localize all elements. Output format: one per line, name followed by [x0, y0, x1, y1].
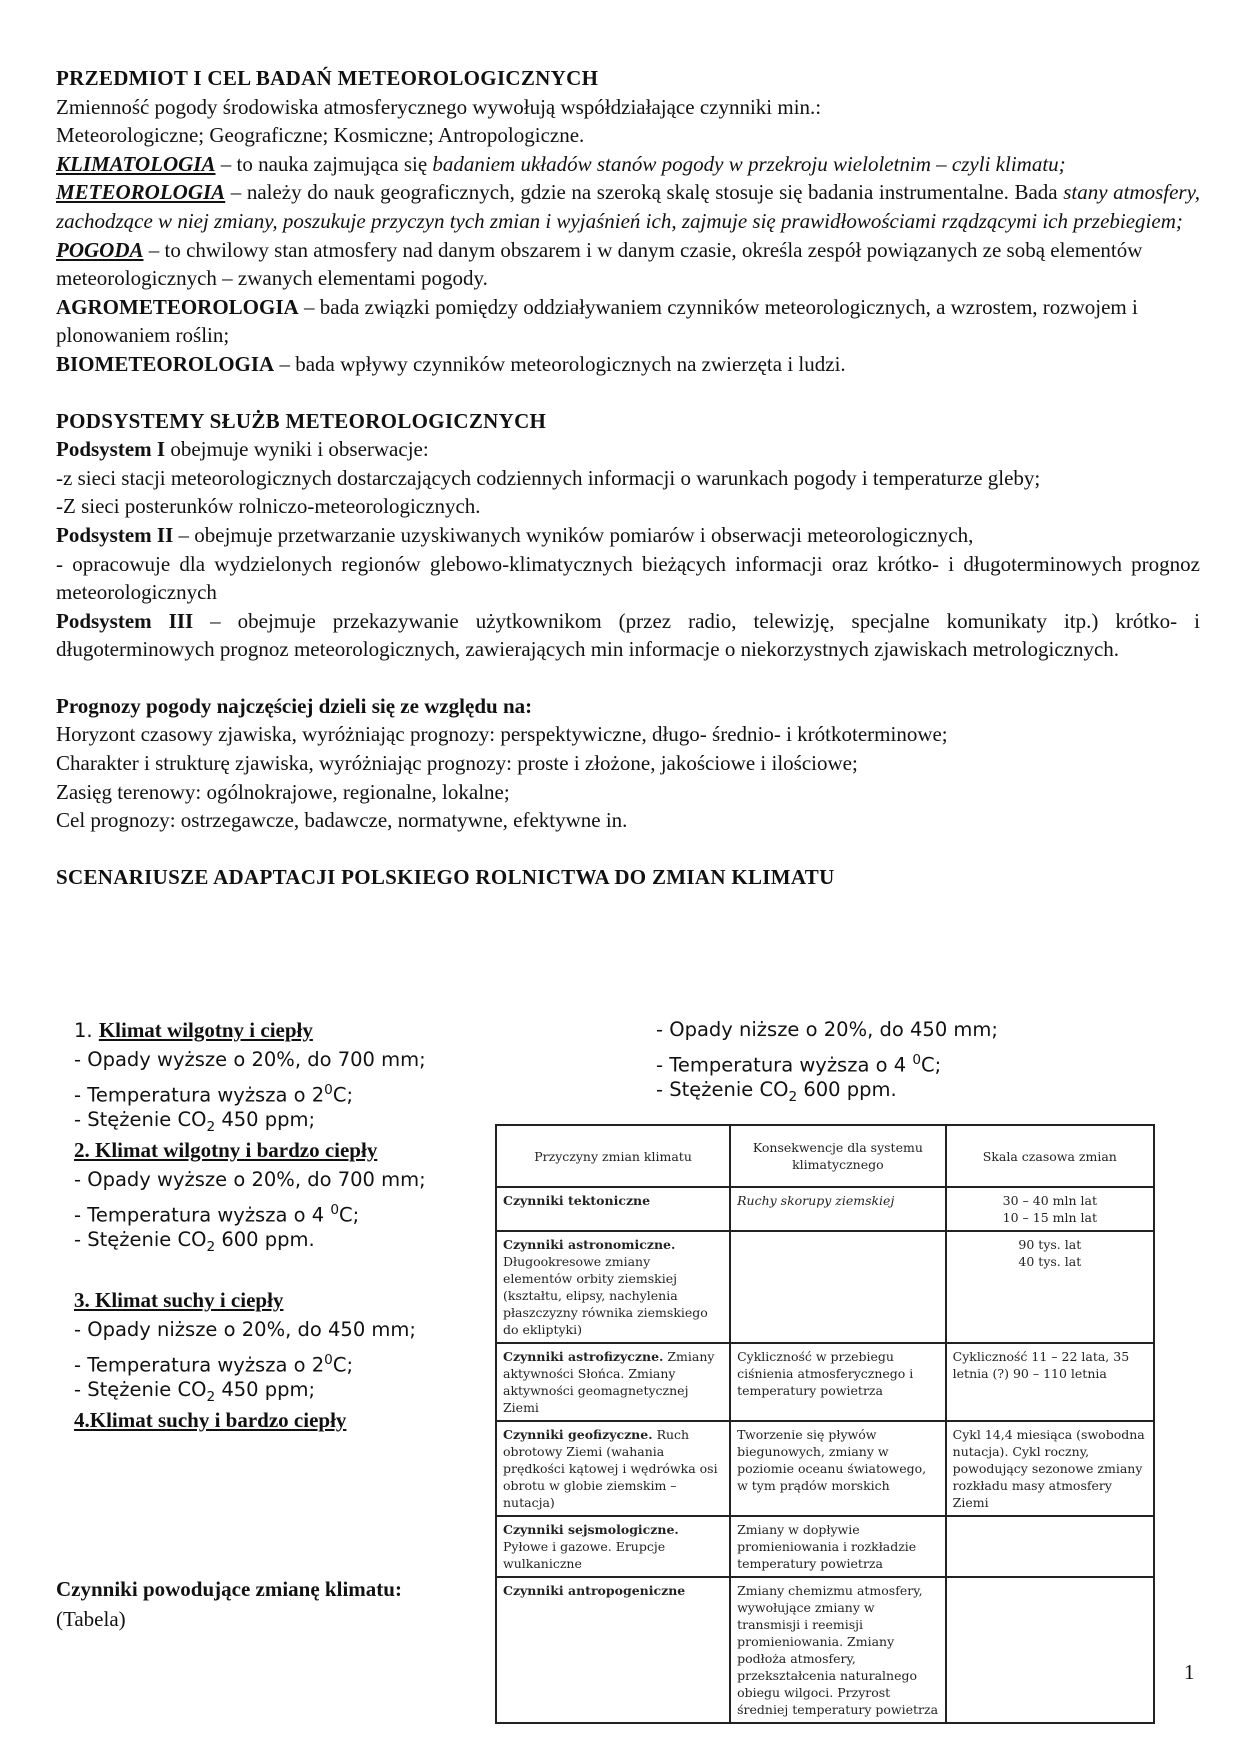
cause-label: Czynniki astrofizyczne. [503, 1349, 664, 1364]
scenario-1-temp [74, 1075, 494, 1105]
table-row [496, 1516, 1154, 1577]
subsystem-3-label: Podsystem III [56, 608, 194, 633]
time-cell: Cykl 14,4 miesiąca (swobodna nutacja). Cykl roczny, powodujący sezonowe zmiany rozkładu masy atmosfery Ziemi [946, 1421, 1154, 1516]
page-number: 1 [1184, 1660, 1195, 1684]
klim-text-a: – to nauka zajmująca się [215, 151, 433, 176]
table-row [496, 1577, 1154, 1723]
co2-subscript: 2 [206, 1388, 216, 1405]
effect-cell: Zmiany w dopływie promieniowania i rozkładzie temperatury powietrza [730, 1516, 946, 1577]
temp-unit: C; [921, 1053, 942, 1077]
subsystem-1-label: Podsystem I [56, 437, 166, 462]
temp-value: 2 [311, 1083, 325, 1107]
cause-label: Czynniki geofizyczne. [503, 1427, 653, 1442]
intro-text: Zmienność pogody środowiska atmosferycznego wywołują współdziałające czynniki min.: [56, 94, 822, 119]
subsystem-2-label: Podsystem II [56, 522, 174, 547]
subsystem-3 [56, 607, 1200, 664]
section-heading-subsystems: PODSYSTEMY SŁUŻB METEOROLOGICZNYCH [56, 408, 547, 433]
cause-cell [496, 1516, 730, 1577]
pogoda-text: – to chwilowy stan atmosfery nad danym obszarem i w danym czasie, określa zespół powiązanych ze sobą elementów meteorologicznych – zwanych elementami pogody. [56, 237, 1143, 291]
effect-cell [730, 1231, 946, 1343]
subsystem-2 [56, 521, 1200, 550]
co2-prefix: - Stężenie CO [74, 1108, 207, 1131]
scenario-1-co2 [74, 1105, 494, 1135]
cause-cell [496, 1187, 730, 1231]
meteo-text-b: stany atmosfery, zachodzące w niej zmiany, poszukuje przyczyn tych zmian i wyjaśnień ich, zajmuje się prawidłowościami rządzącymi ich przebiegiem; [56, 180, 1200, 233]
klimatologia-definition [56, 150, 1200, 179]
biometeorologia-definition [56, 350, 1200, 379]
scenario-2-title [74, 1135, 494, 1165]
effect-cell: Tworzenie się pływów biegunowych, zmiany w poziomie oceanu światowego, w tym prądów morskich [730, 1421, 946, 1516]
degree-mark: 0 [912, 1052, 922, 1068]
scenario-2-co2 [74, 1225, 494, 1255]
co2-prefix: - Stężenie CO [74, 1228, 207, 1251]
cause-cell [496, 1343, 730, 1421]
table-row [496, 1343, 1154, 1421]
co2-subscript: 2 [206, 1238, 216, 1255]
agro-text: – bada związki pomiędzy oddziaływaniem czynników meteorologicznych, a wzrostem, rozwojem i plonowaniem roślin; [56, 294, 1138, 348]
subsystem-1-line-2: -Z sieci posterunków rolniczo-meteorologicznych. [56, 494, 481, 519]
temp-unit: C; [339, 1203, 360, 1227]
section-heading-subject: PRZEDMIOT I CEL BADAŃ METEOROLOGICZNYCH [56, 66, 599, 90]
cause-label: Czynniki sejsmologiczne. [503, 1522, 679, 1537]
co2-prefix: - Stężenie CO [656, 1078, 789, 1101]
cause-text: Ruch obrotowy Ziemi (wahania prędkości kątowej i wędrówka osi obrotu w globie ziemskim – nutacja) [503, 1427, 718, 1510]
co2-subscript: 2 [206, 1118, 216, 1135]
degree-mark: 0 [324, 1352, 333, 1368]
subsystem-3-text: – obejmuje przekazywanie użytkownikom (przez radio, telewizję, specjalne komunikaty itp.) krótko- i długoterminowych prognoz meteorologicznych, zawierających min informacje o niekorzystnych zjawiskach metrologicznych. [56, 608, 1200, 662]
cause-label: Czynniki tektoniczne [503, 1193, 651, 1208]
forecast-line: Horyzont czasowy zjawiska, wyróżniając prognozy: perspektywiczne, długo- średnio- i krótkoterminowe; [56, 722, 948, 747]
spacer [74, 1255, 494, 1285]
term-meteorologia: METEOROLOGIA [56, 180, 226, 205]
scenario-3-co2 [74, 1375, 494, 1405]
degree-mark: 0 [330, 1202, 340, 1218]
time-cell [946, 1516, 1154, 1577]
cause-label: Czynniki astronomiczne. [503, 1237, 676, 1252]
scenario-3-precip: - Opady niższe o 20%, do 450 mm; [74, 1318, 416, 1341]
cause-text: Długookresowe zmiany elementów orbity ziemskiej (kształtu, elipsy, nachylenia płaszczyzny równika ziemskiego do ekliptyki) [503, 1254, 708, 1337]
agrometeorologia-definition [56, 293, 1200, 350]
table-row [496, 1187, 1154, 1231]
term-biometeorologia: BIOMETEOROLOGIA [56, 351, 275, 376]
time-cell: Cykliczność 11 – 22 lata, 35 letnia (?) 90 – 110 letnia [946, 1343, 1154, 1421]
time-cell: 90 tys. lat 40 tys. lat [946, 1231, 1154, 1343]
scenario-2-temp [74, 1195, 494, 1225]
pogoda-definition [56, 236, 1200, 293]
temp-prefix: - Temperatura wyższa o [656, 1053, 894, 1077]
forecast-heading: Prognozy pogody najczęściej dzieli się ze względu na: [56, 693, 533, 718]
subsystem-1-line-1: -z sieci stacji meteorologicznych dostarczających codziennych informacji o warunkach pogody i temperaturze gleby; [56, 465, 1041, 490]
scenario-1-precip: - Opady wyższe o 20%, do 700 mm; [74, 1048, 426, 1071]
degree-mark: 0 [324, 1082, 333, 1098]
temp-prefix: - Temperatura wyższa o [74, 1083, 312, 1107]
term-klimatologia: KLIMATOLOGIA [56, 151, 216, 176]
factors-text: Meteorologiczne; Geograficzne; Kosmiczne; Antropologiczne. [56, 123, 585, 148]
cause-text: Zmiany aktywności Słońca. Zmiany aktywności geomagnetycznej Ziemi [503, 1349, 715, 1415]
subsystem-2-text: – obejmuje przetwarzanie uzyskiwanych wyników pomiarów i obserwacji meteorologicznych, [173, 522, 974, 547]
temp-prefix: - Temperatura wyższa o [74, 1203, 312, 1227]
table-header: Przyczyny zmian klimatu [496, 1125, 730, 1187]
temp-unit: C; [332, 1353, 354, 1377]
effect-cell: Zmiany chemizmu atmosfery, wywołujące zmiany w transmisji i reemisji promieniowania. Zmiany podłoża atmosfery, przekształcenia naturalnego obiegu wilgoci. Przyrost średniej temperatury powietrza [730, 1577, 946, 1723]
scenarios-left-column [74, 1015, 494, 1435]
term-pogoda: POGODA [56, 237, 144, 262]
climate-factors-heading: Czynniki powodujące zmianę klimatu: [56, 1577, 402, 1601]
cause-cell [496, 1421, 730, 1516]
climate-factors-caption [56, 1574, 402, 1634]
scenarios-right-column [656, 1015, 1076, 1105]
time-cell: 30 – 40 mln lat 10 – 15 mln lat [946, 1187, 1154, 1231]
table-row [496, 1231, 1154, 1343]
scenario-4-title [74, 1405, 494, 1435]
scenario-4-co2 [656, 1075, 1076, 1105]
cause-cell [496, 1231, 730, 1343]
co2-prefix: - Stężenie CO [74, 1378, 207, 1401]
effect-cell: Cykliczność w przebiegu ciśnienia atmosferycznego i temperatury powietrza [730, 1343, 946, 1421]
scenario-4-temp [656, 1045, 1076, 1075]
scenario-3-temp [74, 1345, 494, 1375]
term-agrometeorologia: AGROMETEOROLOGIA [56, 294, 299, 319]
co2-value: 600 ppm. [215, 1228, 315, 1251]
forecast-line: Cel prognozy: ostrzegawcze, badawcze, normatywne, efektywne in. [56, 808, 628, 833]
forecast-line: Charakter i strukturę zjawiska, wyróżniając prognozy: proste i złożone, jakościowe i ilościowe; [56, 751, 858, 776]
table-header: Konsekwencje dla systemu klimatycznego [730, 1125, 946, 1187]
subsystem-2-line-1: - opracowuje dla wydzielonych regionów glebowo-klimatycznych bieżących informacji oraz krótko- i długoterminowych prognoz meteorologicznych [56, 551, 1200, 605]
cause-text: Pyłowe i gazowe. Erupcje wulkaniczne [503, 1539, 666, 1571]
temp-prefix: - Temperatura wyższa o [74, 1353, 312, 1377]
temp-value: 4 [893, 1053, 913, 1077]
scenario-3-title-text: 3. Klimat suchy i ciepły [74, 1288, 284, 1312]
co2-value: 600 ppm. [797, 1078, 897, 1101]
table-header-row [496, 1125, 1154, 1187]
subsystem-1-text: obejmuje wyniki i obserwacje: [165, 437, 429, 462]
temp-value: 2 [311, 1353, 325, 1377]
effect-cell: Ruchy skorupy ziemskiej [730, 1187, 946, 1231]
scenario-4-title-text: 4.Klimat suchy i bardzo ciepły [74, 1408, 347, 1432]
scenario-3-title [74, 1285, 494, 1315]
section-heading-scenarios: SCENARIUSZE ADAPTACJI POLSKIEGO ROLNICTWA DO ZMIAN KLIMATU [56, 864, 835, 889]
table-header: Skala czasowa zmian [946, 1125, 1154, 1187]
meteorologia-definition [56, 178, 1200, 235]
time-cell [946, 1577, 1154, 1723]
scenario-2-title-text: 2. Klimat wilgotny i bardzo ciepły [74, 1138, 378, 1162]
meteo-text-a: – należy do nauk geograficznych, gdzie na szeroką skalę stosuje się badania instrumentalne. Bada [225, 180, 1064, 205]
document-page [56, 64, 1200, 891]
klim-text-b: badaniem układów stanów pogody w przekroju wieloletnim – czyli klimatu; [432, 151, 1066, 176]
subsystem-1 [56, 435, 1200, 464]
climate-factors-table [495, 1124, 1155, 1724]
bio-text: – bada wpływy czynników meteorologicznych na zwierzęta i ludzi. [274, 351, 846, 376]
forecast-line: Zasięg terenowy: ogólnokrajowe, regionalne, lokalne; [56, 779, 510, 804]
temp-unit: C; [332, 1083, 354, 1107]
scenario-1-number: 1. [74, 1019, 99, 1042]
scenario-1-title [74, 1015, 494, 1045]
co2-value: 450 ppm; [215, 1378, 316, 1401]
scenario-1-title-text: Klimat wilgotny i ciepły [98, 1018, 313, 1042]
scenario-4-precip: - Opady niższe o 20%, do 450 mm; [656, 1018, 998, 1041]
table-row [496, 1421, 1154, 1516]
temp-value: 4 [311, 1203, 331, 1227]
co2-subscript: 2 [788, 1088, 798, 1105]
scenario-2-precip: - Opady wyższe o 20%, do 700 mm; [74, 1168, 426, 1191]
co2-value: 450 ppm; [215, 1108, 316, 1131]
cause-label: Czynniki antropogeniczne [503, 1583, 686, 1598]
climate-factors-note: (Tabela) [56, 1607, 126, 1631]
cause-cell [496, 1577, 730, 1723]
